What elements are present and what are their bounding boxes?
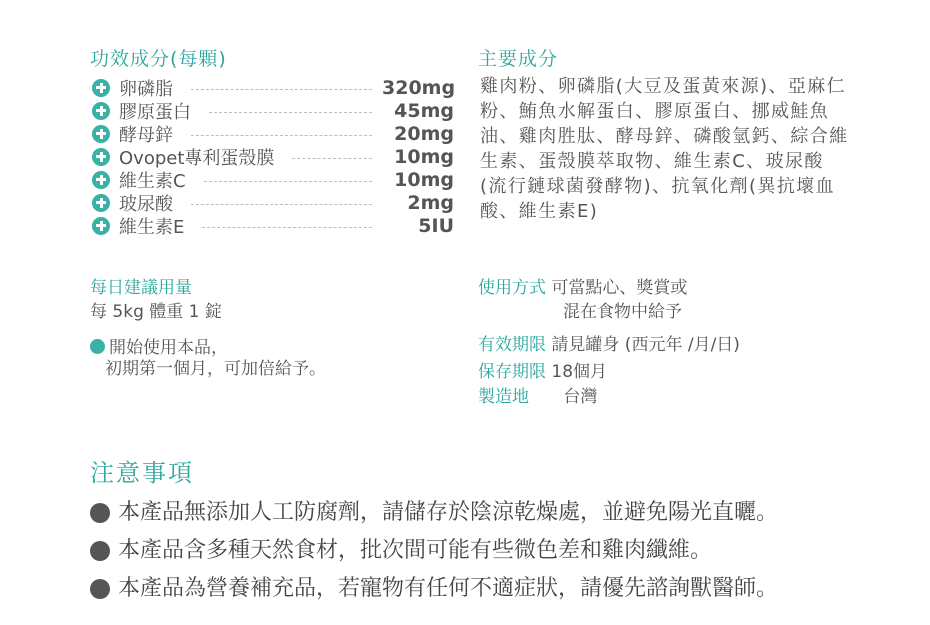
dashed-leader xyxy=(204,181,372,182)
ingredient-name: 酵母鋅 xyxy=(119,124,173,146)
plus-circle-icon xyxy=(92,79,110,97)
plus-circle-icon xyxy=(92,148,110,166)
dosage-line: 每 5kg 體重 1 錠 xyxy=(90,302,222,322)
ingredient-name: 卵磷脂 xyxy=(119,78,173,100)
ingredient-amount: 5IU xyxy=(418,214,454,237)
ingredient-name: 維生素E xyxy=(119,216,185,238)
dosage-bullet-line2: 初期第一個月，可加倍給予。 xyxy=(105,359,326,379)
note-text: 本產品含多種天然食材，批次間可能有些微色差和雞肉纖維。 xyxy=(118,538,713,563)
efficacy-title: 功效成分(每顆) xyxy=(90,48,227,70)
list-item xyxy=(90,532,910,570)
main-ingredients-title: 主要成分 xyxy=(478,48,559,70)
note-text: 本產品為營養補充品，若寵物有任何不適症狀，請優先諮詢獸醫師。 xyxy=(118,576,779,601)
usage-label: 使用方式 xyxy=(478,278,546,298)
shelf-life-value: 18個月 xyxy=(551,362,608,382)
plus-circle-icon xyxy=(92,217,110,235)
plus-circle-icon xyxy=(92,125,110,143)
bullet-dot-icon xyxy=(90,339,105,354)
origin-label: 製造地 xyxy=(478,387,529,407)
usage-line2: 混在食物中給予 xyxy=(563,302,682,322)
bullet-dot-icon xyxy=(90,541,110,561)
usage-row xyxy=(478,276,687,301)
ingredient-name: 膠原蛋白 xyxy=(119,101,191,123)
plus-circle-icon xyxy=(92,194,110,212)
ingredient-amount: 2mg xyxy=(407,191,454,214)
ingredient-name: 維生素C xyxy=(119,170,186,192)
list-item xyxy=(92,122,454,145)
list-item xyxy=(92,145,454,168)
list-item xyxy=(92,99,454,122)
list-item xyxy=(90,494,910,532)
dashed-leader xyxy=(202,227,372,228)
plus-circle-icon xyxy=(92,102,110,120)
main-ingredients-text: 雞肉粉、卵磷脂(大豆及蛋黃來源)、亞麻仁粉、鮪魚水解蛋白、膠原蛋白、挪威鮭魚油、雞肉胜肽、酵母鋅、磷酸氫鈣、綜合維生素、蛋殼膜萃取物、維生素C、玻尿酸(流行鏈球菌發酵物)、抗氧化劑(異抗壞血酸、維生素E) xyxy=(480,76,849,222)
notes-title: 注意事項 xyxy=(90,459,194,487)
ingredient-amount: 45mg xyxy=(394,99,454,122)
list-item xyxy=(92,214,454,237)
dashed-leader xyxy=(191,135,372,136)
list-item xyxy=(92,191,454,214)
expiry-value: 請見罐身 (西元年 /月/日) xyxy=(551,335,740,355)
list-item xyxy=(92,76,454,99)
efficacy-list xyxy=(92,76,454,237)
usage-line1: 可當點心、獎賞或 xyxy=(551,278,688,298)
dashed-leader xyxy=(292,158,372,159)
bullet-dot-icon xyxy=(90,503,110,523)
expiry-label: 有效期限 xyxy=(478,335,546,355)
ingredient-name: 玻尿酸 xyxy=(119,193,173,215)
list-item xyxy=(92,168,454,191)
list-item xyxy=(90,570,910,608)
ingredient-amount: 320mg xyxy=(382,76,456,99)
dosage-bullet-line1: 開始使用本品， xyxy=(109,338,228,358)
dashed-leader xyxy=(191,204,372,205)
bullet-dot-icon xyxy=(90,579,110,599)
shelf-life-row xyxy=(478,360,607,385)
ingredient-name: Ovopet專利蛋殼膜 xyxy=(119,147,275,169)
dashed-leader xyxy=(209,112,372,113)
ingredient-amount: 10mg xyxy=(394,168,454,191)
dosage-title: 每日建議用量 xyxy=(90,278,192,298)
ingredient-amount: 10mg xyxy=(394,145,454,168)
shelf-life-label: 保存期限 xyxy=(478,362,546,382)
expiry-row xyxy=(478,333,740,358)
notes-section xyxy=(90,458,910,608)
note-text: 本產品無添加人工防腐劑，請儲存於陰涼乾燥處，並避免陽光直曬。 xyxy=(118,500,779,525)
ingredient-amount: 20mg xyxy=(394,122,454,145)
dashed-leader xyxy=(191,89,372,90)
origin-row xyxy=(478,385,597,410)
plus-circle-icon xyxy=(92,171,110,189)
origin-value: 台灣 xyxy=(563,387,598,407)
